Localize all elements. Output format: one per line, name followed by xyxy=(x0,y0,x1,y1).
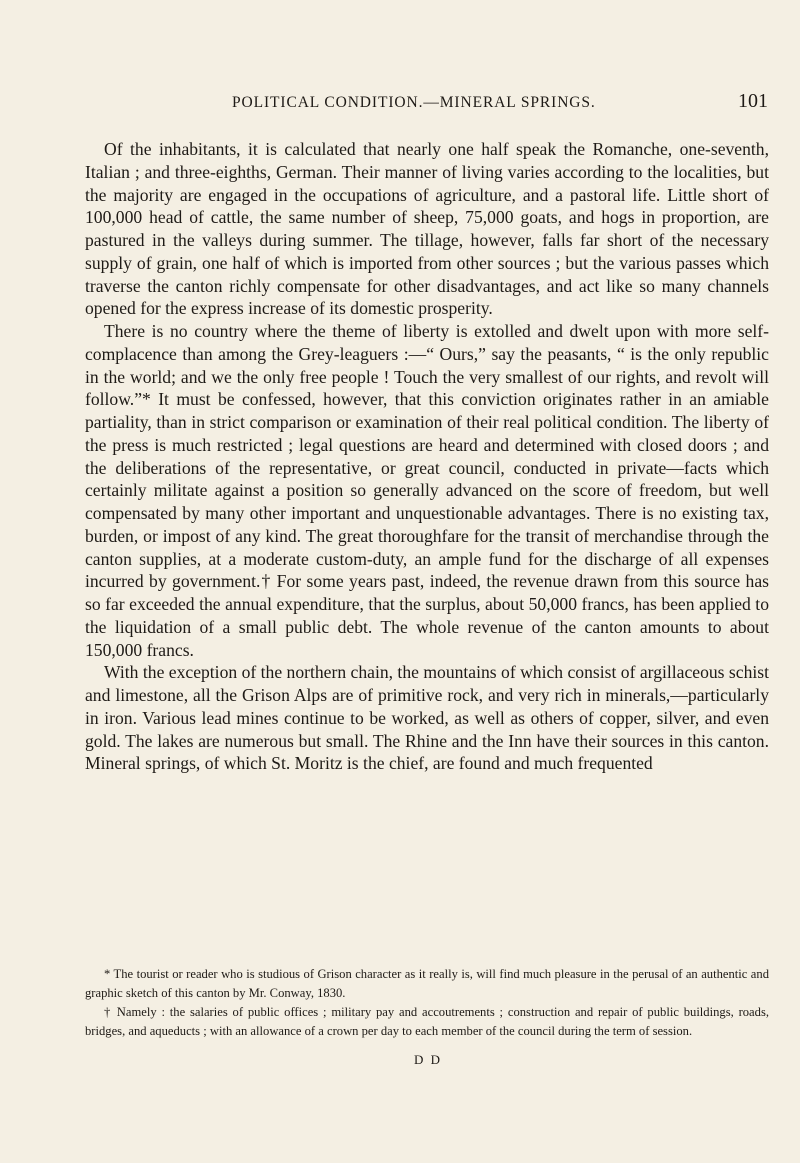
page-number: 101 xyxy=(738,90,768,112)
paragraph: Of the inhabitants, it is calculated that nearly one half speak the Romanche, one-seventh, Italian ; and three-eighths, German. Their manner of living varies according to the localities, but the majority are engaged in the occupations of agriculture, and a pastoral life. Little short of 100,000 head of cattle, the same number of sheep, 75,000 goats, and hogs in proportion, are pastured in the valleys during summer. The tillage, however, falls far short of the necessary supply of grain, one half of which is imported from other sources ; but the various passes which traverse the canton richly compensate for other disadvantages, and act like so many channels opened for the express increase of its domestic prosperity. xyxy=(85,139,769,319)
page-header xyxy=(0,90,800,120)
footnote: † Namely : the salaries of public offices ; military pay and accoutrements ; construction and repair of public buildings, roads, bridges, and aqueducts ; with an allowance of a crown per day to each member of the council during the term of session. xyxy=(85,1005,769,1038)
body-text xyxy=(85,138,769,775)
running-head: POLITICAL CONDITION.—MINERAL SPRINGS. xyxy=(232,94,596,111)
footnotes xyxy=(85,965,769,1041)
signature-mark: D D xyxy=(414,1052,443,1067)
paragraph: There is no country where the theme of liberty is extolled and dwelt upon with more self-complacence than among the Grey-leaguers :—“ Ours,” say the peasants, “ is the only republic in the world; and we the only free people ! Touch the very smallest of our rights, and revolt will follow.”* It must be confessed, however, that this conviction originates rather in an amiable partiality, than in strict comparison or examination of their real political condition. The liberty of the press is much restricted ; legal questions are heard and determined with closed doors ; and the deliberations of the representative, or great council, conducted in private—facts which certainly militate against a position so generally advanced on the score of freedom, but well compensated by many other important and unquestionable advantages. There is no existing tax, burden, or impost of any kind. The great thoroughfare for the transit of merchandise through the canton supplies, at a moderate custom-duty, an ample fund for the discharge of all expenses incurred by government.† For some years past, indeed, the revenue drawn from this source has so far exceeded the annual expenditure, that the surplus, about 50,000 francs, has been applied to the liquidation of a small public debt. The whole revenue of the canton amounts to about 150,000 francs. xyxy=(85,321,769,660)
paragraph: With the exception of the northern chain, the mountains of which consist of argillaceous schist and limestone, all the Grison Alps are of primitive rock, and very rich in minerals,—particularly in iron. Various lead mines continue to be worked, as well as others of copper, silver, and even gold. The lakes are numerous but small. The Rhine and the Inn have their sources in this canton. Mineral springs, of which St. Moritz is the chief, are found and much frequented xyxy=(85,662,769,774)
footnote: * The tourist or reader who is studious of Grison character as it really is, will find much pleasure in the perusal of an authentic and graphic sketch of this canton by Mr. Conway, 1830. xyxy=(85,967,769,1000)
